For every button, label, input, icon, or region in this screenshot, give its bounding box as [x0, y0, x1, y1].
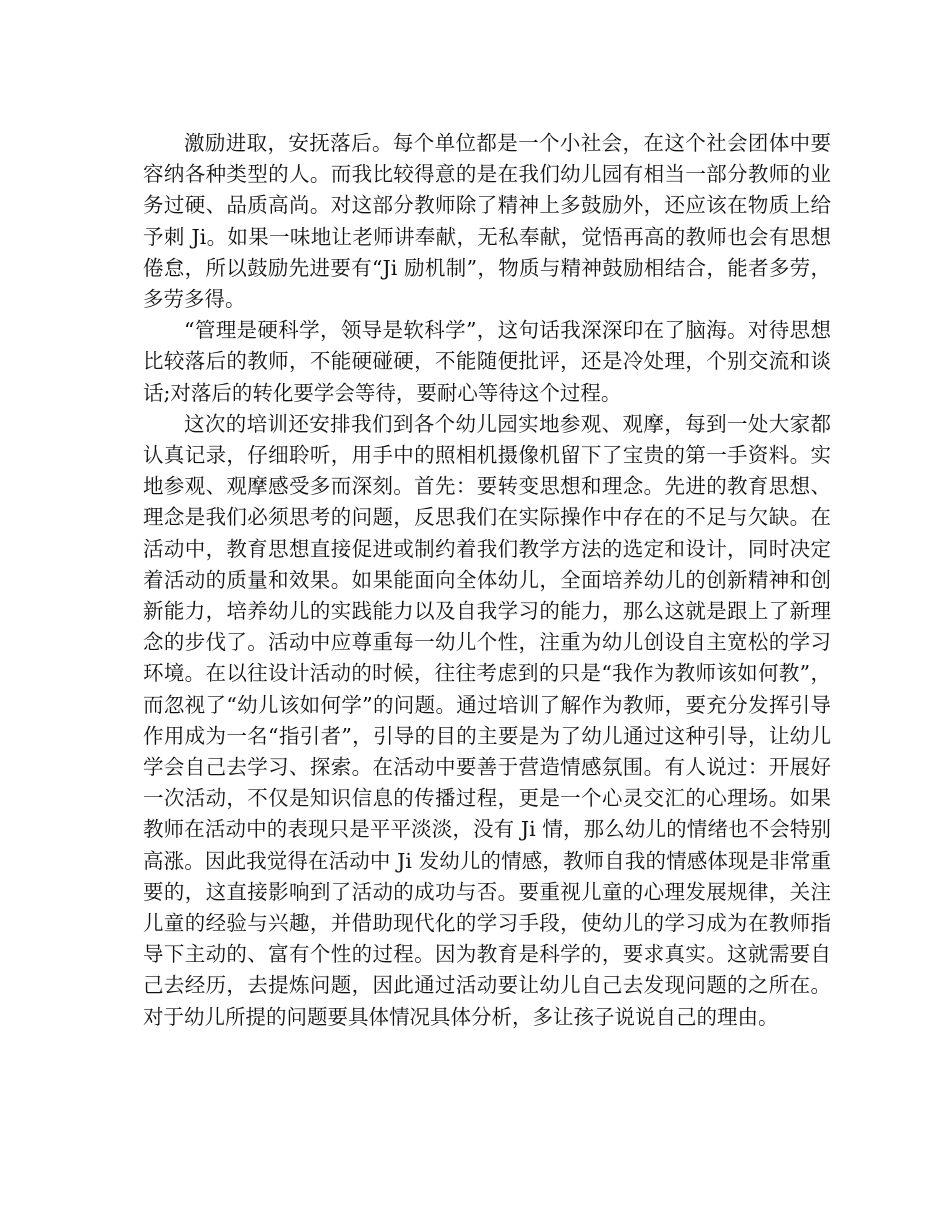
- paragraph-training: 这次的培训还安排我们到各个幼儿园实地参观、观摩，每到一处大家都认真记录，仔细聆听，用手中的照相机摄像机留下了宝贵的第一手资料。实地参观、观摩感受多而深刻。首先：要转变思想和理念。先进的教育思想、理念是我们必须思考的问题，反思我们在实际操作中存在的不足与欠缺。在活动中，教育思想直接促进或制约着我们教学方法的选定和设计，同时决定着活动的质量和效果。如果能面向全体幼儿，全面培养幼儿的创新精神和创新能力，培养幼儿的实践能力以及自我学习的能力，那么这就是跟上了新理念的步伐了。活动中应尊重每一幼儿个性，注重为幼儿创设自主宽松的学习环境。在以往设计活动的时候，往往考虑到的只是“我作为教师该如何教”，而忽视了“幼儿该如何学”的问题。通过培训了解作为教师，要充分发挥引导作用成为一名“指引者”，引导的目的主要是为了幼儿通过这种引导，让幼儿学会自己去学习、探索。在活动中要善于营造情感氛围。有人说过：开展好一次活动，不仅是知识信息的传播过程，更是一个心灵交汇的心理场。如果教师在活动中的表现只是平平淡淡，没有 Ji 情，那么幼儿的情绪也不会特别高涨。因此我觉得在活动中 Ji 发幼儿的情感，教师自我的情感体现是非常重要的，这直接影响到了活动的成功与否。要重视儿童的心理发展规律，关注儿童的经验与兴趣，并借助现代化的学习手段，使幼儿的学习成为在教师指导下主动的、富有个性的过程。因为教育是科学的，要求真实。这就需要自己去经历，去提炼问题，因此通过活动要让幼儿自己去发现问题的之所在。对于幼儿所提的问题要具体情况具体分析，多让孩子说说自己的理由。: [143, 411, 831, 1029]
- paragraph-incentive: 激励进取，安抚落后。每个单位都是一个小社会，在这个社会团体中要容纳各种类型的人。而我比较得意的是在我们幼儿园有相当一部分教师的业务过硬、品质高尚。对这部分教师除了精神上多鼓励外，还应该在物质上给予刺 Ji。如果一味地让老师讲奉献，无私奉献，觉悟再高的教师也会有思想倦怠，所以鼓励先进要有“Ji 励机制”，物质与精神鼓励相结合，能者多劳，多劳多得。: [143, 131, 831, 312]
- document-body: [143, 128, 831, 1033]
- paragraph-management: “管理是硬科学，领导是软科学”，这句话我深深印在了脑海。对待思想比较落后的教师，不能硬碰硬，不能随便批评，还是冷处理，个别交流和谈话;对落后的转化要学会等待，要耐心等待这个过程。: [143, 318, 831, 405]
